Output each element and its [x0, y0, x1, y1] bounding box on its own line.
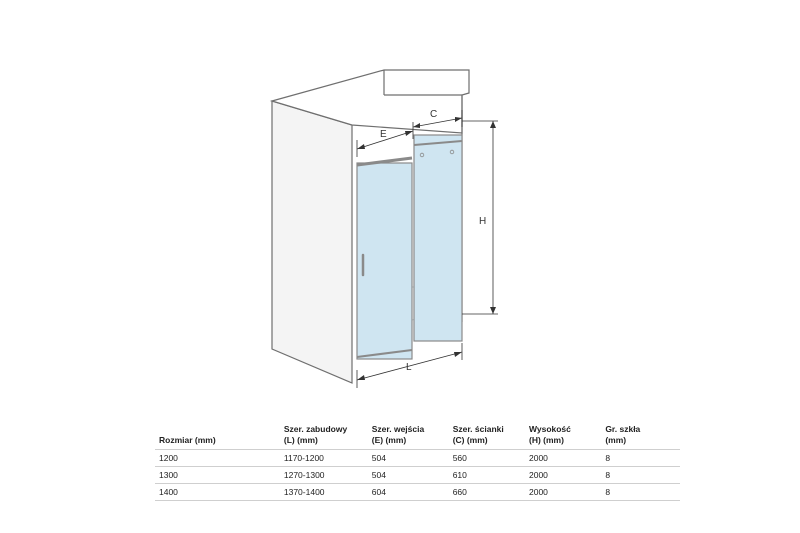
table-row: [155, 467, 680, 484]
table-cell: 660: [449, 484, 525, 501]
table-cell: 8: [601, 450, 680, 467]
table-cell: 1370-1400: [280, 484, 368, 501]
spec-table: [155, 421, 680, 501]
table-cell: 1200: [155, 450, 280, 467]
fixed-glass-panel: [414, 135, 462, 341]
table-cell: 2000: [525, 450, 601, 467]
table-cell: 1270-1300: [280, 467, 368, 484]
header-height: Wysokość (H) (mm): [525, 421, 601, 450]
header-glass-thickness: Gr. szkła (mm): [601, 421, 680, 450]
header-install-width: Szer. zabudowy (L) (mm): [280, 421, 368, 450]
table-cell: 504: [368, 467, 449, 484]
table-cell: 1400: [155, 484, 280, 501]
table-header-row: [155, 421, 680, 450]
label-h: H: [479, 216, 487, 227]
table-cell: 1300: [155, 467, 280, 484]
table-cell: 504: [368, 450, 449, 467]
header-entry-width: Szer. wejścia (E) (mm): [368, 421, 449, 450]
label-e: E: [380, 129, 387, 140]
table-row: [155, 484, 680, 501]
label-c: C: [430, 109, 438, 120]
table-cell: 560: [449, 450, 525, 467]
label-l: L: [406, 362, 412, 373]
table-cell: 1170-1200: [280, 450, 368, 467]
table-cell: 2000: [525, 467, 601, 484]
table-cell: 8: [601, 484, 680, 501]
table-cell: 604: [368, 484, 449, 501]
header-panel-width: Szer. ścianki (C) (mm): [449, 421, 525, 450]
table-cell: 8: [601, 467, 680, 484]
table-cell: 610: [449, 467, 525, 484]
header-size: Rozmiar (mm): [155, 421, 280, 450]
glass-panels: [357, 135, 462, 359]
table-row: [155, 450, 680, 467]
table-cell: 2000: [525, 484, 601, 501]
left-wall: [272, 101, 352, 383]
sliding-glass-door: [357, 163, 412, 359]
